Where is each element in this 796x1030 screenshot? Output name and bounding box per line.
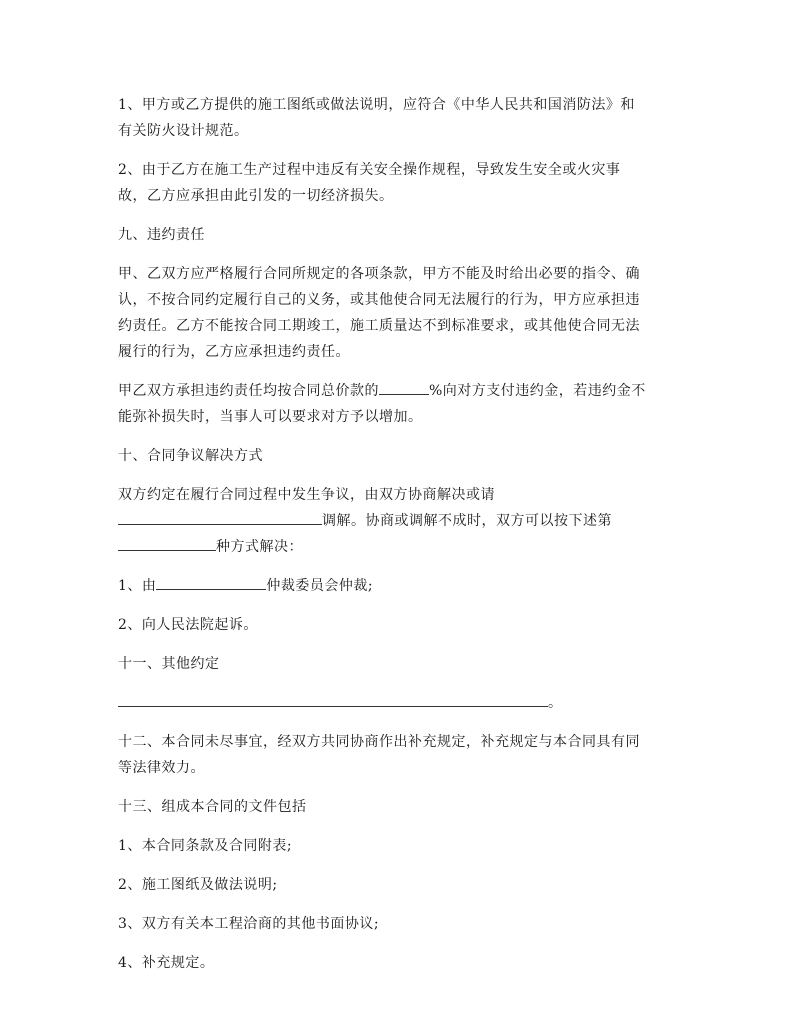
section-9-title: 九、违约责任 xyxy=(118,227,205,243)
arbitration-committee-blank[interactable] xyxy=(156,573,266,590)
section-11-content xyxy=(118,690,684,716)
text-line: 1、甲方或乙方提供的施工图纸或做法说明，应符合《中华人民共和国消防法》和 xyxy=(118,97,635,113)
clause-fire-1 xyxy=(118,92,684,144)
section-13-item: 3、双方有关本工程洽商的其他书面协议; xyxy=(118,916,380,932)
section-9-paragraph-1 xyxy=(118,261,684,365)
section-13-item: 2、施工图纸及做法说明; xyxy=(118,877,278,893)
penalty-text-before: 甲乙双方承担违约责任均按合同总价款的 xyxy=(118,383,379,399)
section-10-item-1 xyxy=(118,573,684,599)
clause-fire-2 xyxy=(118,157,684,209)
text-line: 故，乙方应承担由此引发的一切经济损失。 xyxy=(118,188,394,204)
text-line: 认，不按合同约定履行自己的义务，或其他使合同无法履行的行为，甲方应承担违 xyxy=(118,292,640,308)
contract-page xyxy=(118,92,684,989)
text-line xyxy=(118,534,684,560)
period-mark: 。 xyxy=(548,695,563,711)
mediator-blank[interactable] xyxy=(118,508,322,525)
text-line: 能弥补损失时，当事人可以要求对方予以增加。 xyxy=(118,409,423,425)
text-line: 2、由于乙方在施工生产过程中违反有关安全操作规程，导致发生安全或火灾事 xyxy=(118,162,621,178)
section-13-item: 4、补充规定。 xyxy=(118,955,215,971)
text-line xyxy=(118,508,684,534)
text-line: 履行的行为，乙方应承担违约责任。 xyxy=(118,344,350,360)
text-line: 甲、乙双方应严格履行合同所规定的各项条款，甲方不能及时给出必要的指令、确 xyxy=(118,266,640,282)
penalty-percent-blank[interactable] xyxy=(379,378,429,395)
text-line: 十二、本合同未尽事宜，经双方共同协商作出补充规定，补充规定与本合同具有同 xyxy=(118,734,640,750)
section-10-paragraph xyxy=(118,482,684,560)
item-suffix: 仲裁委员会仲裁; xyxy=(266,578,374,594)
text-line: 等法律效力。 xyxy=(118,760,205,776)
section-13-title: 十三、组成本合同的文件包括 xyxy=(118,799,307,815)
section-13-item: 1、本合同条款及合同附表; xyxy=(118,838,293,854)
text-line xyxy=(118,378,684,404)
mediation-text: 调解。协商或调解不成时，双方可以按下述第 xyxy=(322,513,612,529)
section-11-title: 十一、其他约定 xyxy=(118,656,220,672)
other-agreement-blank[interactable] xyxy=(118,690,548,707)
section-10-item-2: 2、向人民法院起诉。 xyxy=(118,617,258,633)
resolution-method-blank[interactable] xyxy=(118,534,216,551)
text-line: 有关防火设计规范。 xyxy=(118,123,249,139)
section-12 xyxy=(118,729,684,781)
penalty-text-after: %向对方支付违约金，若违约金不 xyxy=(429,383,646,399)
text-line: 双方约定在履行合同过程中发生争议，由双方协商解决或请 xyxy=(118,487,495,503)
resolution-text: 种方式解决： xyxy=(216,539,303,555)
item-prefix: 1、由 xyxy=(118,578,157,594)
section-10-title: 十、合同争议解决方式 xyxy=(118,448,263,464)
section-9-paragraph-2 xyxy=(118,378,684,430)
text-line: 约责任。乙方不能按合同工期竣工，施工质量达不到标准要求，或其他使合同无法 xyxy=(118,318,640,334)
